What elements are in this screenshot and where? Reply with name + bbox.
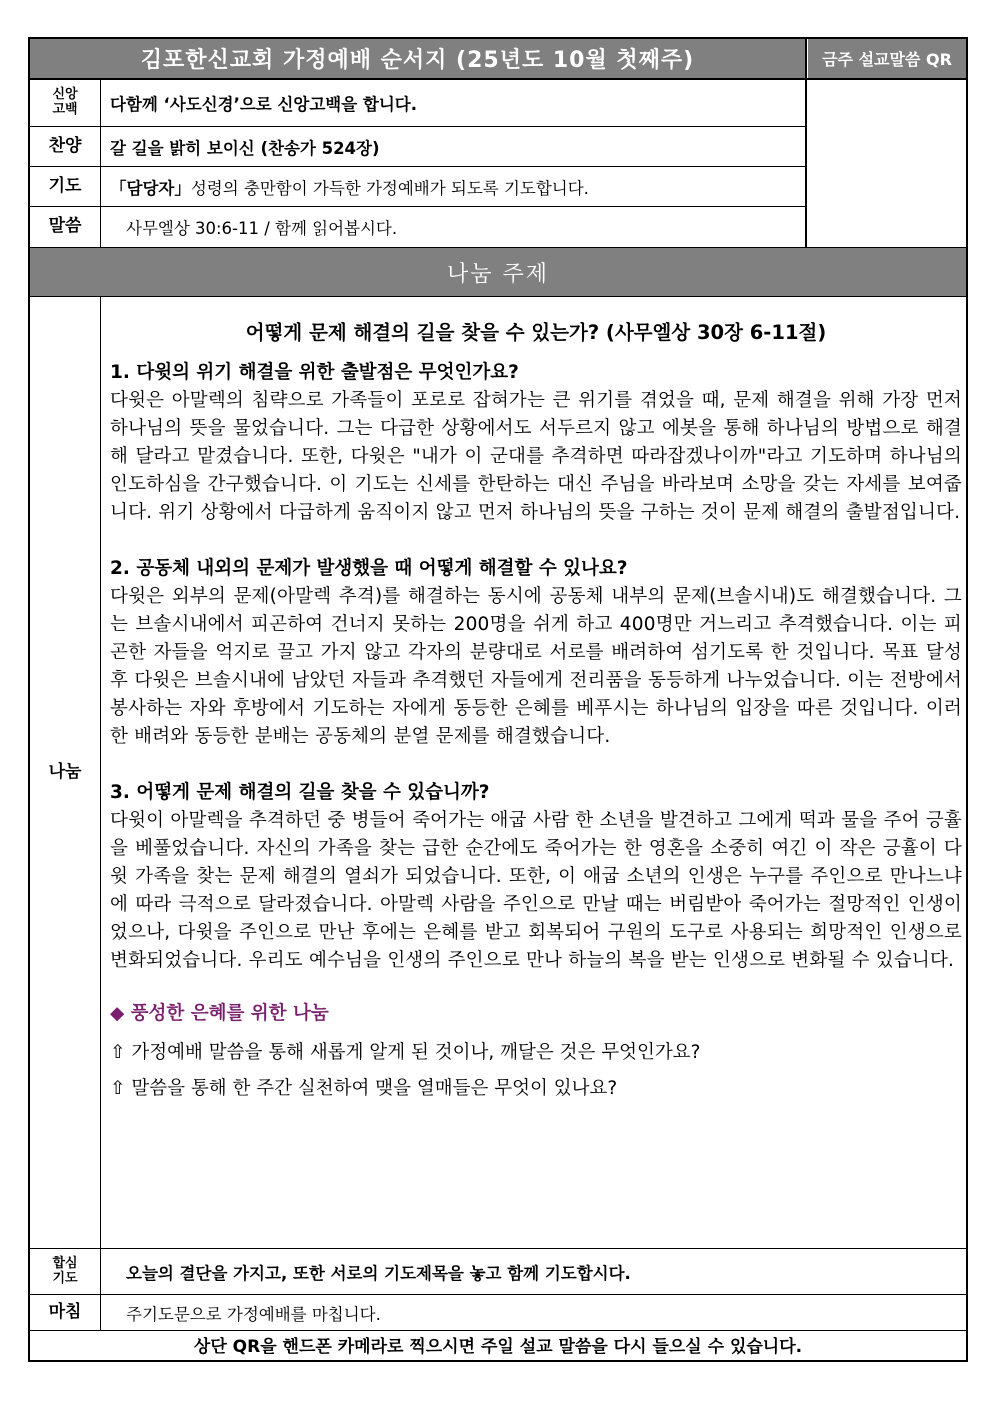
label-word: 말씀 <box>48 216 82 237</box>
word-text: 사무엘상 30:6-11 / 함께 읽어봅시다. <box>126 219 398 238</box>
share-question: ⇧ 말씀을 통해 한 주간 실천하여 맺을 열매들은 무엇이 있나요? <box>110 1078 618 1099</box>
worship-order-sheet <box>28 37 968 1362</box>
hymn-text: 갈 길을 밝히 보이신 (찬송가 524장) <box>110 138 380 158</box>
point-body: 다윗은 외부의 문제(아말렉 추격)를 해결하는 동시에 공동체 내부의 문제(브솔시내)도 해결했습니다. 그는 브솔시내에서 피곤하여 건너지 못하는 200명을 쉬게 하고 400명만 거느리고 추격했습니다. 이는 피곤한 자들을 억지로 끌고 가지 않고 각자의 분량대로 서로를 배려하여 섬기도록 한 것입니다. 목표 달성 후 다윗은 브솔시내에 남았던 자들과 추격했던 자들에게 전리품을 동등하게 나누었습니다. 이는 전방에서 봉사하는 자와 후방에서 기도하는 자에게 동등한 은혜를 베푸시는 하나님의 입장을 따른 것입니다. 이러한 배려와 동등한 분배는 공동체의 분열 문제를 해결했습니다. <box>110 586 962 747</box>
prayer-body: 성령의 충만함이 가득한 가정예배가 되도록 기도합니다. <box>190 178 589 198</box>
point-body: 다윗은 아말렉의 침략으로 가족들이 포로로 잡혀가는 큰 위기를 겪었을 때, 문제 해결을 위해 가장 먼저 하나님의 뜻을 물었습니다. 그는 다급한 상황에서도 서두르지 않고 에봇을 통해 하나님의 방법으로 해결해 달라고 맡겼습니다. 또한, 다윗은 "내가 이 군대를 추격하면 따라잡겠나이까"라고 기도하며 하나님의 인도하심을 간구했습니다. 이 기도는 신세를 한탄하는 대신 주님을 바라보며 소망을 갖는 자세를 보여줍니다. 위기 상황에서 다급하게 움직이지 않고 먼저 하나님의 뜻을 구하는 것이 문제 해결의 출발점입니다. <box>110 390 962 523</box>
prayer-text <box>110 167 589 206</box>
label-hymn: 찬양 <box>48 135 82 156</box>
point-heading: 1. 다윗의 위기 해결을 위한 출발점은 무엇인가요? <box>110 362 519 383</box>
sheet-title: 김포한신교회 가정예배 순서지 (25년도 10월 첫째주) <box>30 39 805 78</box>
share-question: ⇧ 가정예배 말씀을 통해 새롭게 알게 된 것이나, 깨달은 것은 무엇인가요? <box>110 1042 701 1063</box>
qr-label: 금주 설교말씀 QR <box>808 39 966 78</box>
label-prayer: 기도 <box>48 175 82 196</box>
label-joint-prayer: 합심 기도 <box>52 1255 78 1286</box>
joint-prayer-text: 오늘의 결단을 가지고, 또한 서로의 기도제목을 놓고 함께 기도합시다. <box>126 1263 631 1283</box>
label-sharing: 나눔 <box>48 761 82 782</box>
section-title: 나눔 주제 <box>30 248 966 296</box>
label-closing: 마침 <box>48 1301 82 1322</box>
closing-text: 주기도문으로 가정예배를 마칩니다. <box>126 1304 381 1324</box>
point-body: 다윗이 아말렉을 추격하던 중 병들어 죽어가는 애굽 사람 한 소년을 발견하고 그에게 떡과 물을 주어 긍휼을 베풀었습니다. 자신의 가족을 찾는 급한 순간에도 죽어가는 한 영혼을 소중히 여긴 이 작은 긍휼이 다윗 가족을 찾는 문제 해결의 열쇠가 되었습니다. 또한, 이 애굽 소년의 인생은 누구를 주인으로 만나느냐에 따라 극적으로 달라졌습니다. 아말렉 사람을 주인으로 만날 때는 버림받아 죽어가는 절망적인 인생이었으나, 다윗을 주인으로 만난 후에는 은혜를 받고 회복되어 구원의 도구로 사용되는 희망적인 인생으로 변화되었습니다. 우리도 예수님을 인생의 주인으로 만나 하늘의 복을 받는 인생으로 변화될 수 있습니다. <box>110 810 962 971</box>
confession-text: 다함께 ‘사도신경’으로 신앙고백을 합니다. <box>110 94 418 114</box>
sharing-content <box>110 297 962 1111</box>
footer-note: 상단 QR을 핸드폰 카메라로 찍으시면 주일 설교 말씀을 다시 들으실 수 있습니다. <box>193 1336 803 1357</box>
prayer-leader: 「담당자」 <box>110 178 191 198</box>
share-heading: ◆ 풍성한 은혜를 위한 나눔 <box>110 1003 329 1024</box>
point-heading: 2. 공동체 내외의 문제가 발생했을 때 어떻게 해결할 수 있나요? <box>110 558 628 579</box>
topic-title: 어떻게 문제 해결의 길을 찾을 수 있는가? (사무엘상 30장 6-11절) <box>245 321 827 344</box>
label-confession: 신앙 고백 <box>52 86 78 117</box>
point-heading: 3. 어떻게 문제 해결의 길을 찾을 수 있습니까? <box>110 782 490 803</box>
